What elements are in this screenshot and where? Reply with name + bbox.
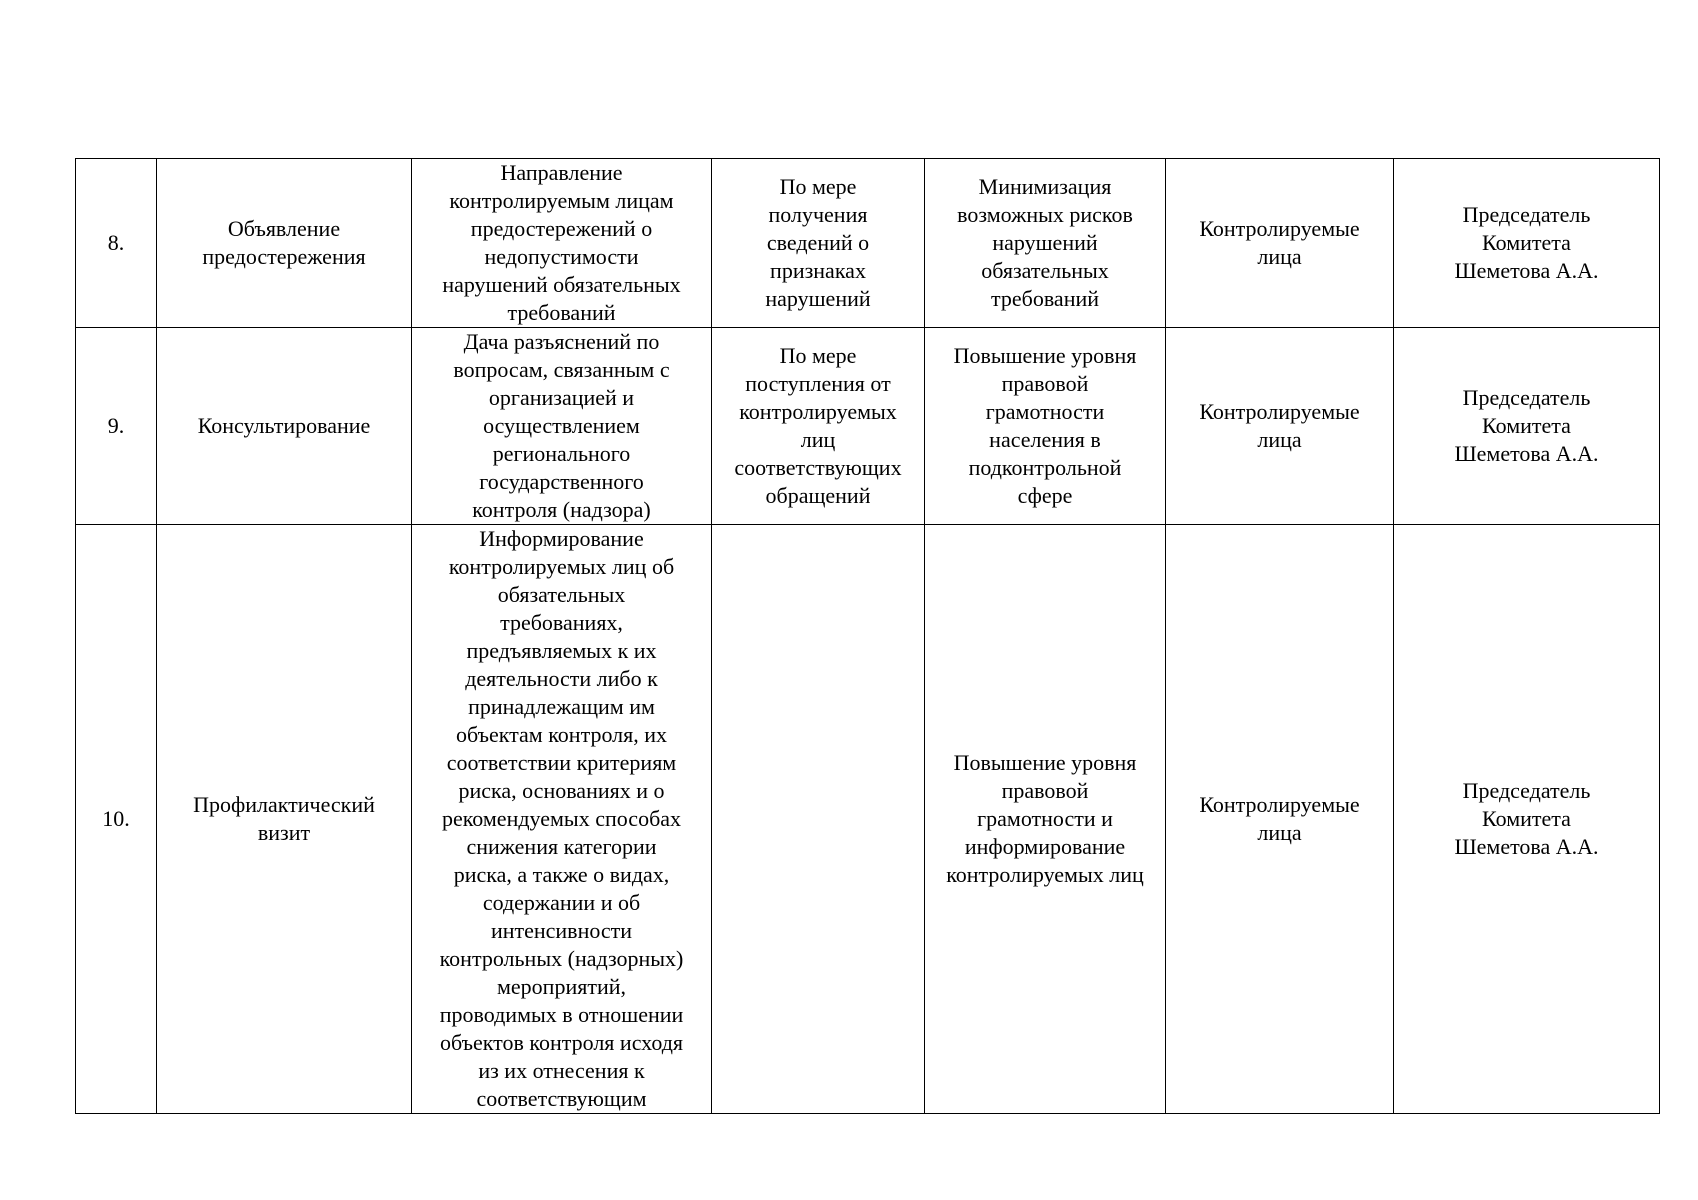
table-row	[76, 159, 1660, 328]
measure-name: Объявление предостережения	[157, 159, 412, 328]
measure-content: Дача разъяснений по вопросам, связанным с организацией и осуществлением регионального государственного контроля (надзора)	[412, 328, 712, 525]
measure-responsible: Председатель Комитета Шеметова А.А.	[1394, 328, 1660, 525]
measure-timing	[712, 525, 925, 1114]
measure-name: Профилактический визит	[157, 525, 412, 1114]
measure-goal: Минимизация возможных рисков нарушений обязательных требований	[925, 159, 1166, 328]
measure-timing: По мере получения сведений о признаках нарушений	[712, 159, 925, 328]
row-number: 8.	[76, 159, 157, 328]
measure-subjects: Контролируемые лица	[1166, 328, 1394, 525]
measure-subjects: Контролируемые лица	[1166, 525, 1394, 1114]
measure-timing: По мере поступления от контролируемых лиц соответствующих обращений	[712, 328, 925, 525]
measure-content: Направление контролируемым лицам предостережений о недопустимости нарушений обязательных требований	[412, 159, 712, 328]
table-row	[76, 525, 1660, 1114]
row-number: 9.	[76, 328, 157, 525]
measure-goal: Повышение уровня правовой грамотности населения в подконтрольной сфере	[925, 328, 1166, 525]
measure-responsible: Председатель Комитета Шеметова А.А.	[1394, 525, 1660, 1114]
measure-content: Информирование контролируемых лиц об обязательных требованиях, предъявляемых к их деятельности либо к принадлежащим им объектам контроля, их соответствии критериям риска, основаниях и о рекомендуемых способах снижения категории риска, а также о видах, содержании и об интенсивности контрольных (надзорных) мероприятий, проводимых в отношении объектов контроля исходя из их отнесения к соответствующим	[412, 525, 712, 1114]
table-row	[76, 328, 1660, 525]
measure-responsible: Председатель Комитета Шеметова А.А.	[1394, 159, 1660, 328]
row-number: 10.	[76, 525, 157, 1114]
measures-table	[75, 158, 1660, 1114]
measure-name: Консультирование	[157, 328, 412, 525]
measure-subjects: Контролируемые лица	[1166, 159, 1394, 328]
measure-goal: Повышение уровня правовой грамотности и информирование контролируемых лиц	[925, 525, 1166, 1114]
